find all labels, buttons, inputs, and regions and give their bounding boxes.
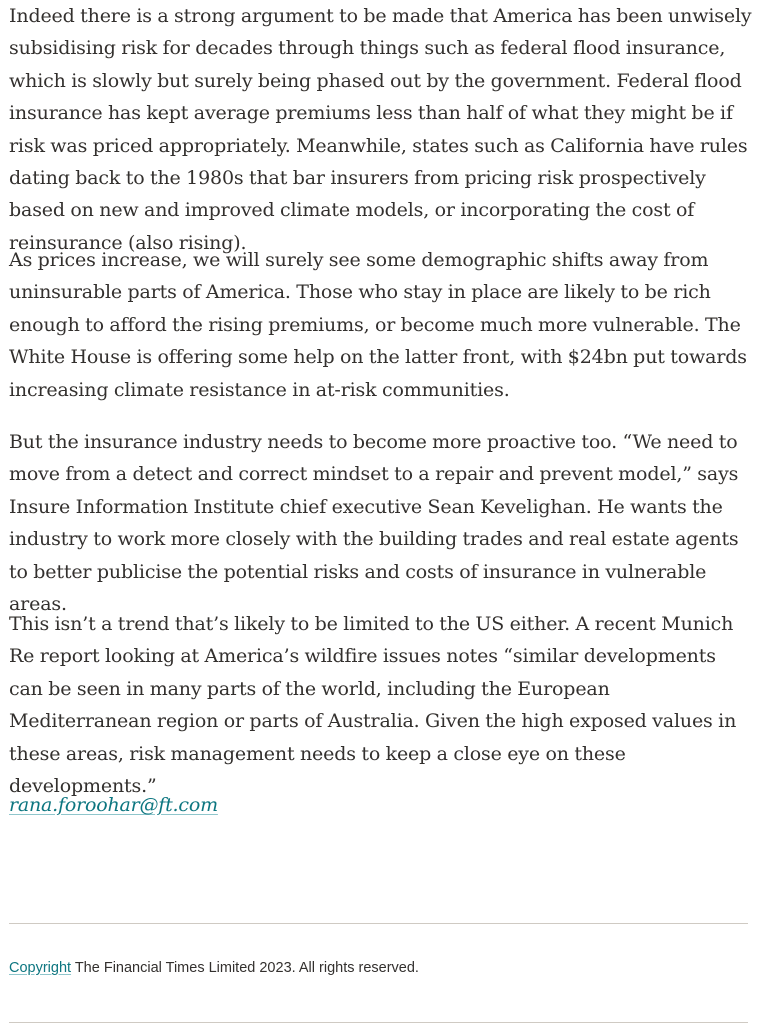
copyright-text: The Financial Times Limited 2023. All rights reserved. (71, 960, 419, 976)
article-paragraph-2: As prices increase, we will surely see some demographic shifts away from uninsurable parts of America. Those who stay in place are likely to be rich enough to afford the rising premiums, or become much more vulnerable. The White House is offering some help on the latter front, with $24bn put towards increasing climate resistance in at-risk communities. (9, 249, 747, 401)
copyright-link[interactable]: Copyright (9, 960, 72, 976)
article-paragraph-4: This isn’t a trend that’s likely to be limited to the US either. A recent Munich Re report looking at America’s wildfire issues notes “similar developments can be seen in many parts of the world, including the European Mediterranean region or parts of Australia. Given the high exposed values in these areas, risk management needs to keep a close eye on these developments.” (9, 613, 737, 798)
copyright-footer (9, 958, 419, 978)
author-email-link[interactable]: rana.foroohar@ft.com (9, 794, 218, 816)
footer-divider-top (9, 923, 748, 924)
article-paragraph-3: But the insurance industry needs to become more proactive too. “We need to move from a detect and correct mindset to a repair and prevent model,” says Insure Information Institute chief executive Sean Kevelighan. He wants the industry to work more closely with the building trades and real estate agents to better publicise the potential risks and costs of insurance in vulnerable areas. (9, 431, 739, 616)
footer-divider-bottom (9, 1022, 748, 1023)
article-paragraph-1: Indeed there is a strong argument to be made that America has been unwisely subsidising risk for decades through things such as federal flood insurance, which is slowly but surely being phased out by the government. Federal flood insurance has kept average premiums less than half of what they might be if risk was priced appropriately. Meanwhile, states such as California have rules dating back to the 1980s that bar insurers from pricing risk prospectively based on new and improved climate models, or incorporating the cost of reinsurance (also rising). (9, 5, 752, 254)
